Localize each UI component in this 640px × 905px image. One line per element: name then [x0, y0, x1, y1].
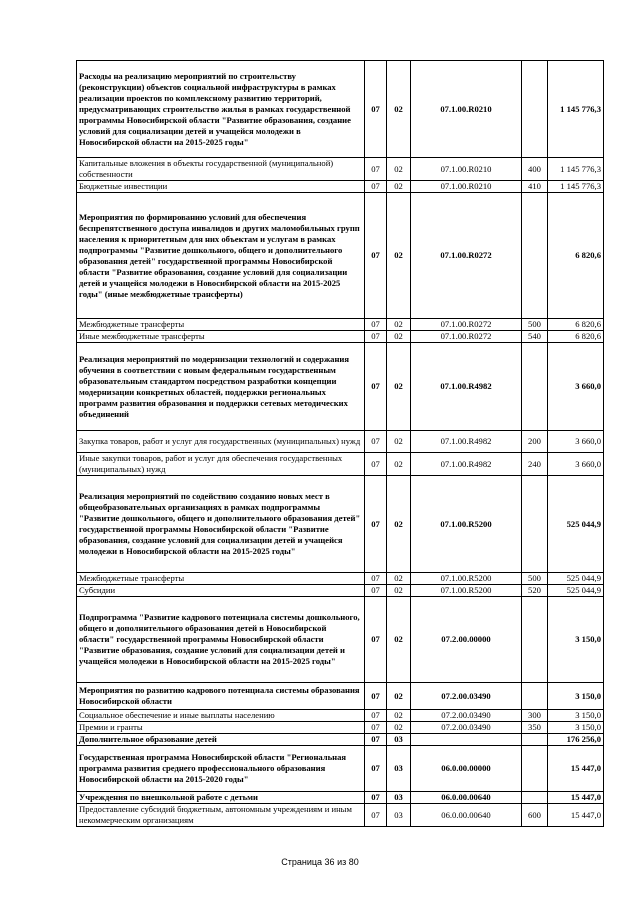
page-number: Страница 36 из 80 [281, 857, 359, 867]
row-subsection-cell: 02 [387, 193, 411, 319]
row-name-cell: Капитальные вложения в объекты государственной (муниципальной) собственности [77, 158, 365, 181]
row-amount-cell: 6 820,6 [548, 331, 604, 343]
row-subsection-cell: 02 [387, 453, 411, 476]
row-name-cell: Социальное обеспечение и иные выплаты населению [77, 710, 365, 722]
row-amount-cell: 1 145 776,3 [548, 158, 604, 181]
row-name-cell: Предоставление субсидий бюджетным, автономным учреждениям и иным некоммерческим организациям [77, 804, 365, 827]
row-subsection-cell: 03 [387, 804, 411, 827]
row-name-cell: Учреждения по внешкольной работе с детьми [77, 792, 365, 804]
row-expense-type-cell [522, 476, 548, 573]
row-section-cell: 07 [365, 734, 387, 746]
table-row [77, 792, 604, 804]
row-amount-cell: 6 820,6 [548, 319, 604, 331]
table-row [77, 431, 604, 453]
table-row [77, 331, 604, 343]
row-target-article-cell: 07.1.00.R0272 [411, 193, 522, 319]
table-row [77, 683, 604, 710]
row-name-cell: Реализация мероприятий по модернизации технологий и содержания обучения в соответствии с новым федеральным государственным образовательным стандартом посредством разработки концепции модернизации конкретных областей, поддержки региональных программ развития образования и поддержки сетевых методических объединений [77, 343, 365, 431]
row-subsection-cell: 02 [387, 476, 411, 573]
row-name-cell: Реализация мероприятий по содействию созданию новых мест в общеобразовательных организациях в рамках подпрограммы "Развитие дошкольного, общего и дополнительного образования детей" государственной программы Новосибирской области "Развитие образования, создание условий для социализации детей и учащейся молодежи в Новосибирской области на 2015-2025 годы" [77, 476, 365, 573]
row-section-cell: 07 [365, 597, 387, 683]
table-row [77, 61, 604, 158]
row-amount-cell: 6 820,6 [548, 193, 604, 319]
row-expense-type-cell [522, 734, 548, 746]
row-subsection-cell: 02 [387, 331, 411, 343]
table-row [77, 453, 604, 476]
row-expense-type-cell: 300 [522, 710, 548, 722]
row-section-cell: 07 [365, 573, 387, 585]
row-subsection-cell: 02 [387, 61, 411, 158]
row-section-cell: 07 [365, 746, 387, 792]
row-amount-cell: 3 150,0 [548, 597, 604, 683]
row-subsection-cell: 02 [387, 431, 411, 453]
row-name-cell: Подпрограмма "Развитие кадрового потенциала системы дошкольного, общего и дополнительного образования детей в Новосибирской области" государственной программы Новосибирской области "Развитие образования, создание условий для социализации детей и учащейся молодежи в Новосибирской области на 2015-2025 годы" [77, 597, 365, 683]
table-row [77, 158, 604, 181]
row-subsection-cell: 02 [387, 343, 411, 431]
row-target-article-cell: 07.1.00.R0210 [411, 181, 522, 193]
row-section-cell: 07 [365, 331, 387, 343]
row-target-article-cell [411, 734, 522, 746]
table-row [77, 319, 604, 331]
row-target-article-cell: 07.1.00.R5200 [411, 476, 522, 573]
table-row [77, 710, 604, 722]
row-expense-type-cell [522, 343, 548, 431]
table-row [77, 193, 604, 319]
row-section-cell: 07 [365, 453, 387, 476]
row-amount-cell: 525 044,9 [548, 476, 604, 573]
row-section-cell: 07 [365, 193, 387, 319]
row-amount-cell: 1 145 776,3 [548, 181, 604, 193]
row-target-article-cell: 07.2.00.00000 [411, 597, 522, 683]
row-expense-type-cell: 520 [522, 585, 548, 597]
row-amount-cell: 15 447,0 [548, 746, 604, 792]
row-target-article-cell: 07.1.00.R0272 [411, 319, 522, 331]
row-target-article-cell: 07.1.00.R4982 [411, 453, 522, 476]
table-row [77, 585, 604, 597]
row-amount-cell: 525 044,9 [548, 585, 604, 597]
row-expense-type-cell [522, 683, 548, 710]
row-expense-type-cell: 600 [522, 804, 548, 827]
row-name-cell: Расходы на реализацию мероприятий по строительству (реконструкции) объектов социальной инфраструктуры в рамках реализации проектов по комплексному развитию территорий, предусматривающих строительство жилья в рамках государственной программы Новосибирской области "Развитие образования, создание условий для социализации детей и учащейся молодежи в Новосибирской области на 2015-2025 годы" [77, 61, 365, 158]
row-target-article-cell: 06.0.00.00000 [411, 746, 522, 792]
row-subsection-cell: 02 [387, 683, 411, 710]
row-expense-type-cell: 400 [522, 158, 548, 181]
row-subsection-cell: 02 [387, 158, 411, 181]
row-target-article-cell: 07.1.00.R0210 [411, 158, 522, 181]
budget-table [76, 60, 604, 827]
row-name-cell: Дополнительное образование детей [77, 734, 365, 746]
row-expense-type-cell: 500 [522, 319, 548, 331]
row-amount-cell: 176 256,0 [548, 734, 604, 746]
row-section-cell: 07 [365, 476, 387, 573]
row-expense-type-cell: 200 [522, 431, 548, 453]
row-target-article-cell: 07.1.00.R0210 [411, 61, 522, 158]
row-expense-type-cell: 540 [522, 331, 548, 343]
row-section-cell: 07 [365, 585, 387, 597]
row-subsection-cell: 02 [387, 181, 411, 193]
row-section-cell: 07 [365, 710, 387, 722]
table-row [77, 573, 604, 585]
table-row [77, 722, 604, 734]
row-target-article-cell: 07.2.00.03490 [411, 683, 522, 710]
row-target-article-cell: 07.1.00.R4982 [411, 431, 522, 453]
row-amount-cell: 3 660,0 [548, 453, 604, 476]
row-amount-cell: 3 150,0 [548, 722, 604, 734]
row-name-cell: Субсидии [77, 585, 365, 597]
table-row [77, 746, 604, 792]
row-expense-type-cell: 240 [522, 453, 548, 476]
row-section-cell: 07 [365, 792, 387, 804]
table-row [77, 181, 604, 193]
row-section-cell: 07 [365, 431, 387, 453]
table-row [77, 734, 604, 746]
table-row [77, 804, 604, 827]
row-expense-type-cell: 500 [522, 573, 548, 585]
table-row [77, 597, 604, 683]
row-section-cell: 07 [365, 343, 387, 431]
row-expense-type-cell [522, 193, 548, 319]
row-section-cell: 07 [365, 319, 387, 331]
row-name-cell: Межбюджетные трансферты [77, 319, 365, 331]
row-subsection-cell: 02 [387, 319, 411, 331]
row-amount-cell: 3 660,0 [548, 431, 604, 453]
row-name-cell: Межбюджетные трансферты [77, 573, 365, 585]
row-amount-cell: 15 447,0 [548, 804, 604, 827]
row-name-cell: Бюджетные инвестиции [77, 181, 365, 193]
row-section-cell: 07 [365, 804, 387, 827]
row-section-cell: 07 [365, 181, 387, 193]
row-section-cell: 07 [365, 683, 387, 710]
row-amount-cell: 1 145 776,3 [548, 61, 604, 158]
row-subsection-cell: 02 [387, 710, 411, 722]
row-name-cell: Мероприятия по формированию условий для обеспечения беспрепятственного доступа инвалидов и других маломобильных групп населения к приоритетным для них объектам и услугам в рамках подпрограммы "Развитие дошкольного, общего и дополнительного образования детей" государственной программы Новосибирской области "Развитие образования, создание условий для социализации детей и учащейся молодежи в Новосибирской области на 2015-2025 годы" (иные межбюджетные трансферты) [77, 193, 365, 319]
row-expense-type-cell: 350 [522, 722, 548, 734]
row-name-cell: Государственная программа Новосибирской области "Региональная программа развития среднего профессионального образования Новосибирской области на 2015-2020 годы" [77, 746, 365, 792]
row-expense-type-cell [522, 597, 548, 683]
row-expense-type-cell [522, 746, 548, 792]
row-target-article-cell: 06.0.00.00640 [411, 804, 522, 827]
table-row [77, 343, 604, 431]
row-name-cell: Иные закупки товаров, работ и услуг для обеспечения государственных (муниципальных) нужд [77, 453, 365, 476]
row-expense-type-cell: 410 [522, 181, 548, 193]
row-target-article-cell: 07.1.00.R5200 [411, 585, 522, 597]
row-name-cell: Иные межбюджетные трансферты [77, 331, 365, 343]
row-target-article-cell: 07.2.00.03490 [411, 710, 522, 722]
row-expense-type-cell [522, 792, 548, 804]
row-subsection-cell: 03 [387, 734, 411, 746]
row-subsection-cell: 02 [387, 722, 411, 734]
row-expense-type-cell [522, 61, 548, 158]
row-target-article-cell: 06.0.00.00640 [411, 792, 522, 804]
row-subsection-cell: 02 [387, 573, 411, 585]
row-section-cell: 07 [365, 158, 387, 181]
row-name-cell: Закупка товаров, работ и услуг для государственных (муниципальных) нужд [77, 431, 365, 453]
row-section-cell: 07 [365, 722, 387, 734]
row-subsection-cell: 02 [387, 585, 411, 597]
budget-table-body [77, 61, 604, 827]
row-target-article-cell: 07.2.00.03490 [411, 722, 522, 734]
row-target-article-cell: 07.1.00.R5200 [411, 573, 522, 585]
row-target-article-cell: 07.1.00.R0272 [411, 331, 522, 343]
row-name-cell: Премии и гранты [77, 722, 365, 734]
row-target-article-cell: 07.1.00.R4982 [411, 343, 522, 431]
row-name-cell: Мероприятия по развитию кадрового потенциала системы образования Новосибирской области [77, 683, 365, 710]
row-amount-cell: 15 447,0 [548, 792, 604, 804]
row-subsection-cell: 03 [387, 746, 411, 792]
row-subsection-cell: 02 [387, 597, 411, 683]
row-section-cell: 07 [365, 61, 387, 158]
row-amount-cell: 3 660,0 [548, 343, 604, 431]
row-amount-cell: 525 044,9 [548, 573, 604, 585]
table-row [77, 476, 604, 573]
row-subsection-cell: 03 [387, 792, 411, 804]
row-amount-cell: 3 150,0 [548, 710, 604, 722]
row-amount-cell: 3 150,0 [548, 683, 604, 710]
